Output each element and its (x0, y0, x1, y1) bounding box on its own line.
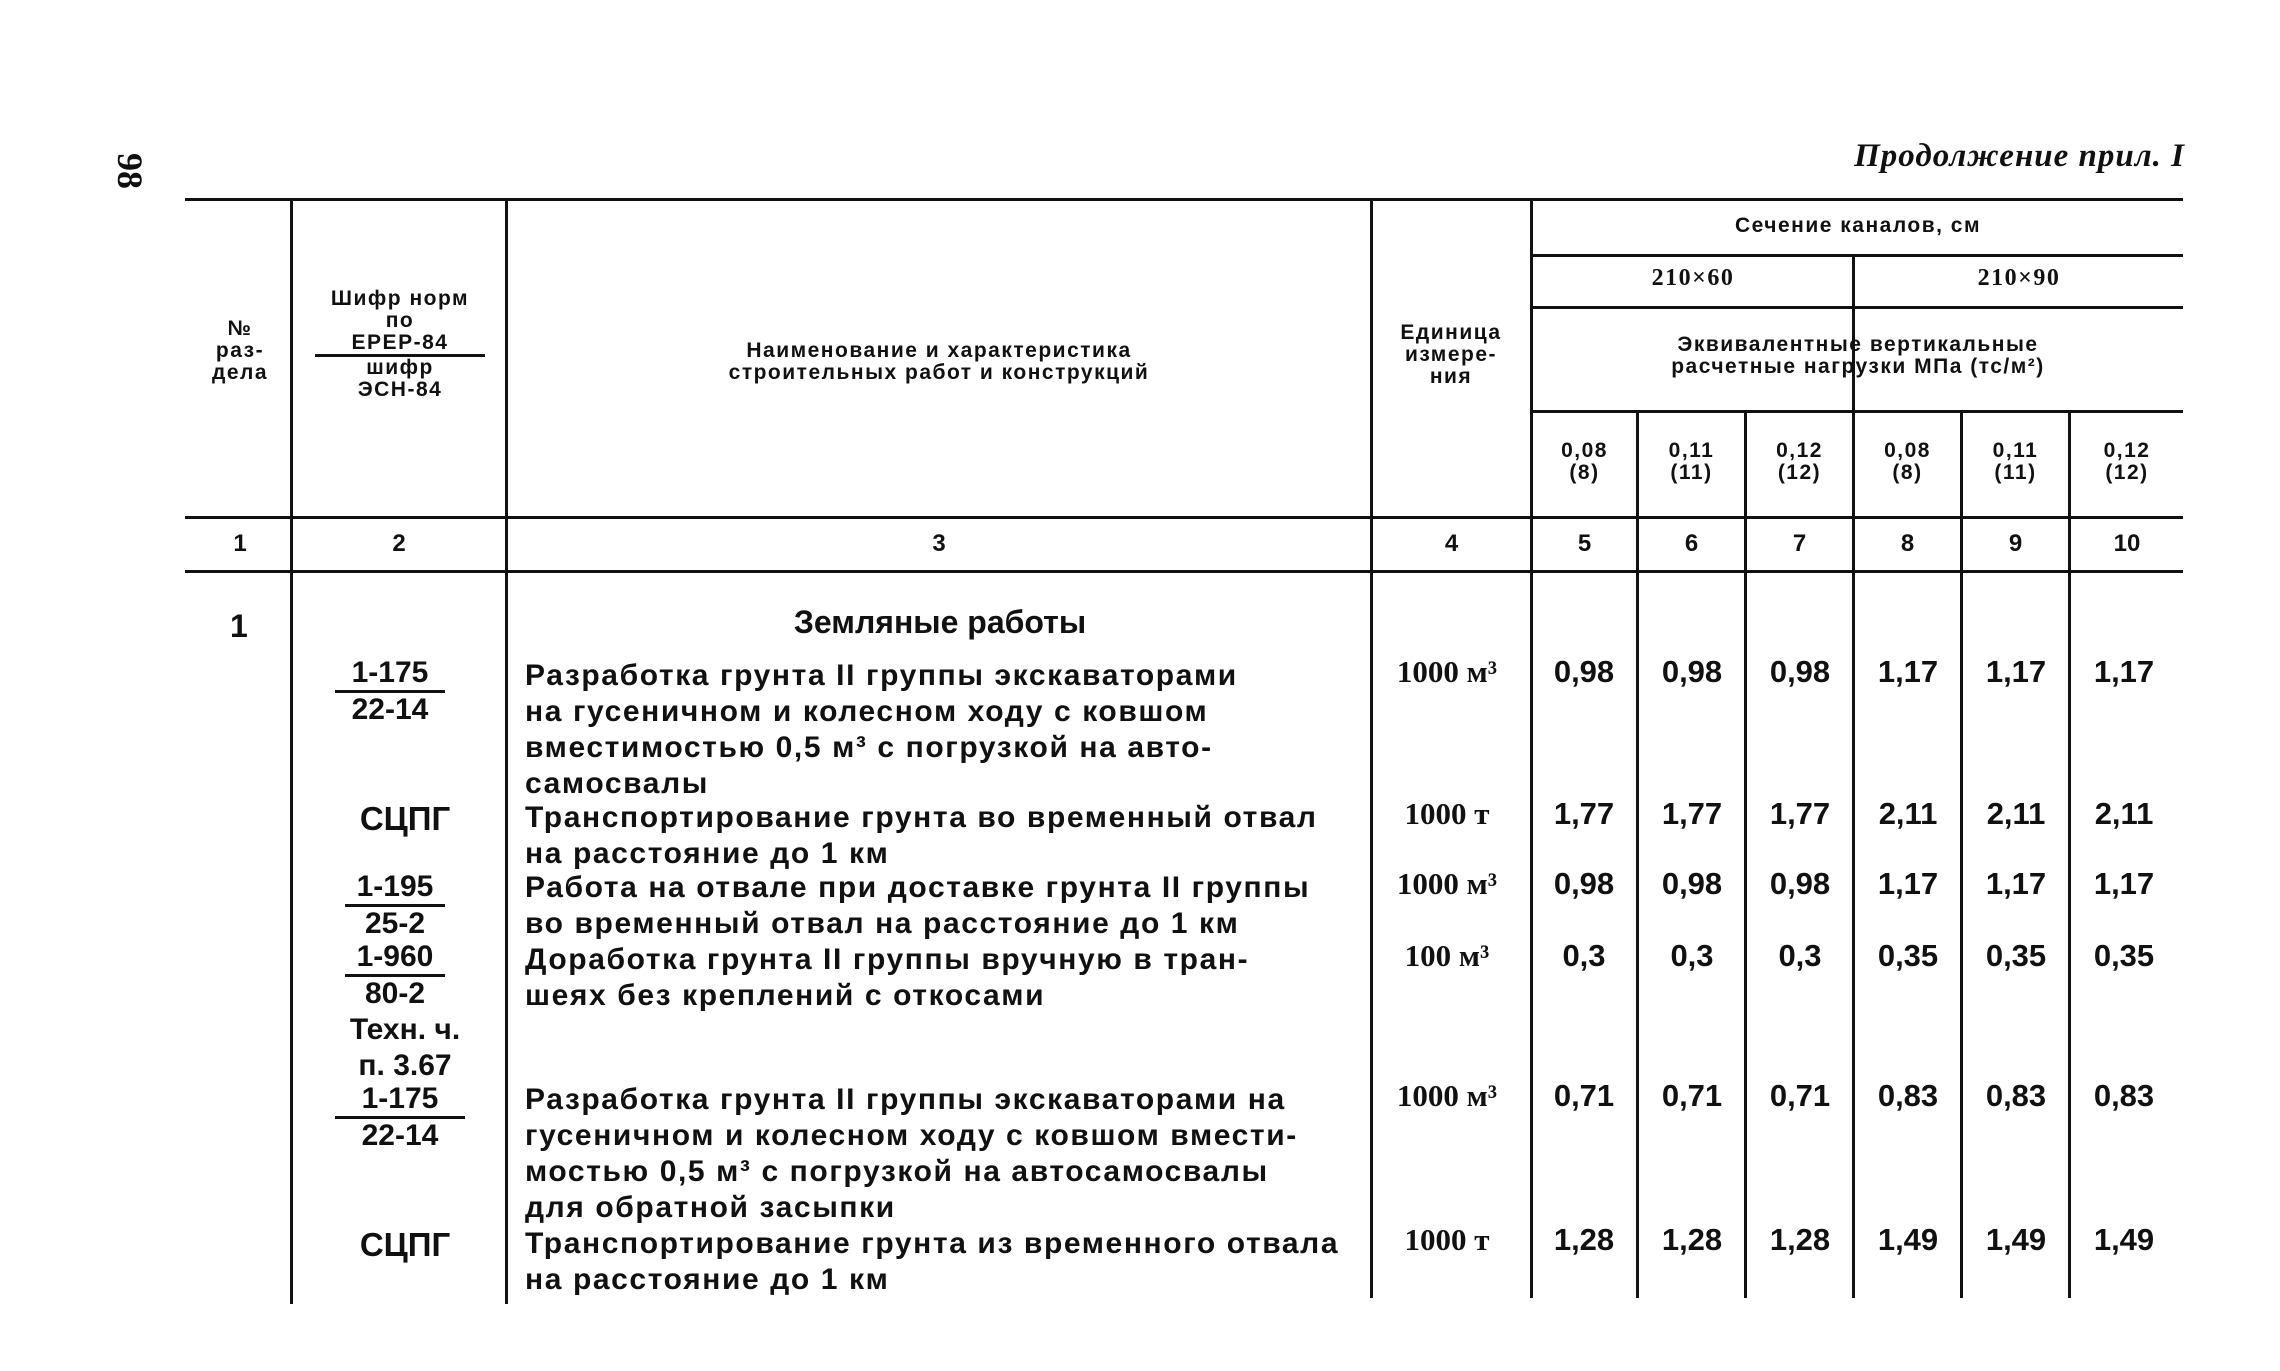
value-cell: 2,11 (1986, 796, 2046, 831)
value-cell: 2,11 (1878, 796, 1938, 831)
unit-cell: 1000 м³ (1396, 866, 1498, 901)
header-bottom-rule (185, 516, 2183, 519)
header-norm-code: Шифр норм по ЕРЕР-84 шифр ЭСН-84 (300, 288, 500, 401)
value-cell: 0,35 (1985, 938, 2047, 973)
header-equivalent-loads: Эквивалентные вертикальные расчетные нагрузки МПа (тс/м²) (1671, 333, 2045, 379)
column-number: 8 (1900, 530, 1915, 557)
sections-rule (1530, 254, 2183, 257)
value-cell: 0,98 (1553, 866, 1615, 901)
col-divider-7 (1852, 254, 1855, 1298)
value-cell: 0,71 (1661, 1078, 1723, 1113)
column-number: 9 (2008, 530, 2023, 557)
col-divider-3 (1370, 198, 1373, 1298)
column-number: 2 (392, 530, 406, 557)
value-cell: 0,71 (1553, 1078, 1615, 1113)
value-cell: 0,98 (1661, 866, 1723, 901)
norm-code: СЦПГ (359, 1226, 451, 1263)
header-section-number: № раз- дела (211, 317, 269, 385)
unit-cell: 1000 м³ (1396, 1078, 1498, 1113)
value-cell: 0,3 (1670, 938, 1714, 973)
value-cell: 1,17 (1985, 654, 2047, 689)
value-cell: 1,49 (1877, 1222, 1939, 1257)
value-cell: 1,17 (2093, 654, 2155, 689)
colnum-bottom-rule (185, 570, 2183, 573)
value-cell: 1,17 (2093, 866, 2155, 901)
continuation-label: Продолжение прил. I (1854, 138, 2185, 174)
load-header-7: 0,12 (12) (1776, 439, 1823, 485)
value-cell: 0,3 (1562, 938, 1606, 973)
value-cell: 1,28 (1661, 1222, 1723, 1257)
value-cell: 0,35 (2093, 938, 2155, 973)
value-cell: 1,49 (1985, 1222, 2047, 1257)
work-description: Разработка грунта II группы экскаваторами на гусеничном и колесном ходу с ковшом вместимостью 0,5 м³ с погрузкой на авто- самосвалы (525, 659, 1238, 800)
value-cell: 1,77 (1661, 796, 1723, 831)
load-header-10: 0,12 (12) (2103, 439, 2151, 485)
unit-cell: 1000 м³ (1396, 654, 1498, 689)
loads-rule (1530, 410, 2183, 413)
norm-code: $\frac{1-960}{80-2}$ (345, 940, 445, 1011)
header-unit: Единица измере- ния (1400, 321, 1502, 389)
norm-code: $\frac{1-175}{22-14}$ (335, 1082, 465, 1153)
load-header-9: 0,11 (11) (1992, 439, 2039, 485)
unit-cell: 1000 т (1404, 796, 1490, 831)
value-cell: 0,83 (1985, 1078, 2047, 1113)
unit-cell: 100 м³ (1404, 938, 1490, 973)
norm-code: $\frac{1-195}{25-2}$ (345, 870, 445, 941)
value-cell: 1,28 (1553, 1222, 1615, 1257)
header-work-name: Наименование и характеристика строительных работ и конструкций (728, 339, 1150, 385)
col-divider-1 (290, 198, 293, 1304)
value-cell: 0,83 (1877, 1078, 1939, 1113)
norm-code: СЦПГ (359, 800, 451, 837)
column-number: 5 (1577, 530, 1592, 557)
load-header-6: 0,11 (11) (1668, 439, 1715, 485)
work-description: Доработка грунта II группы вручную в тран- шеях без креплений с откосами (525, 943, 1250, 1012)
header-section-210x60: 210×60 (1651, 265, 1735, 291)
value-cell: 0,83 (2093, 1078, 2155, 1113)
header-channel-sections: Сечение каналов, см (1734, 214, 1982, 237)
value-cell: 2,11 (2094, 796, 2154, 831)
value-cell: 0,98 (1769, 654, 1831, 689)
work-description: Транспортирование грунта во временный отвал на расстояние до 1 км (525, 801, 1318, 870)
section-number: 1 (230, 608, 248, 644)
value-cell: 1,49 (2093, 1222, 2155, 1257)
work-description: Разработка грунта II группы экскаваторами на гусеничном и колесном ходу с ковшом вмести- мостью 0,5 м³ с погрузкой на автосамосвалы для обратной засыпки (525, 1083, 1298, 1224)
sizes-rule (1530, 306, 2183, 309)
table-top-rule (185, 198, 2183, 201)
value-cell: 0,3 (1778, 938, 1822, 973)
load-header-8: 0,08 (8) (1884, 439, 1931, 485)
value-cell: 0,98 (1769, 866, 1831, 901)
column-number: 7 (1792, 530, 1807, 557)
work-description: Работа на отвале при доставке грунта II группы во временный отвал на расстояние до 1 км (525, 871, 1311, 940)
value-cell: 0,35 (1877, 938, 1939, 973)
value-cell: 1,17 (1985, 866, 2047, 901)
header-section-210x90: 210×90 (1977, 265, 2061, 291)
norm-code: $\frac{1-175}{22-14}$ (335, 656, 445, 727)
column-number: 4 (1444, 530, 1459, 557)
value-cell: 0,98 (1661, 654, 1723, 689)
value-cell: 1,28 (1769, 1222, 1831, 1257)
work-description: Транспортирование грунта из временного отвала на расстояние до 1 км (525, 1227, 1340, 1296)
column-number: 10 (2113, 530, 2141, 557)
value-cell: 1,17 (1877, 866, 1939, 901)
col-divider-2 (505, 198, 508, 1304)
value-cell: 0,98 (1553, 654, 1615, 689)
unit-cell: 1000 т (1404, 1222, 1490, 1257)
value-cell: 1,77 (1553, 796, 1615, 831)
value-cell: 0,71 (1769, 1078, 1831, 1113)
section-title: Земляные работы (793, 604, 1087, 640)
value-cell: 1,77 (1769, 796, 1831, 831)
page-number: 98 (110, 153, 150, 189)
column-number: 6 (1684, 530, 1699, 557)
column-number: 3 (932, 530, 946, 557)
load-header-5: 0,08 (8) (1561, 439, 1608, 485)
column-number: 1 (233, 530, 247, 557)
value-cell: 1,17 (1877, 654, 1939, 689)
norm-code-note: Техн. ч. п. 3.67 (349, 1013, 461, 1082)
